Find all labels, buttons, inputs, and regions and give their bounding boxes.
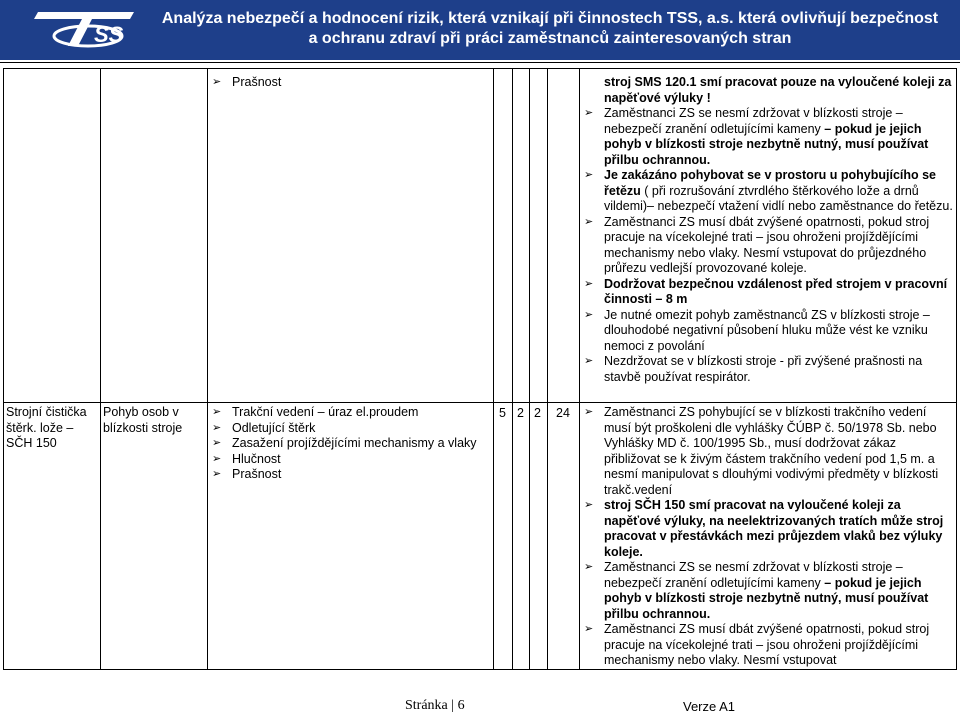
measure-text: Dodržovat bezpečnou vzdálenost před strojem v pracovní činnosti – 8 m (604, 276, 948, 306)
measure-text: Zaměstnanci ZS musí dbát zvýšené opatrnosti, pokud stroj pracuje na vícekolejné trati – jsou ohroženi projíždějícími mechanismy nebo vlaky. Nesmí vstupovat (604, 622, 930, 667)
hazard-text: Prašnost (232, 467, 282, 481)
measure-item (582, 277, 954, 308)
measure-text: ( při rozrušování ztvrdlého štěrkového lože a drnů vildemi)– nebezpečí vtažení vidlí nebo zaměstnance do řetězu. (604, 183, 953, 213)
hazard-text: Prašnost (232, 75, 282, 89)
measure-text: Je zakázáno pohybovat se v prostoru u pohybujícího se řetězu (604, 168, 937, 198)
arrow-bullet-icon: ➢ (212, 406, 222, 418)
measure-item (582, 215, 954, 277)
measure-item (582, 622, 954, 669)
hazard-item (210, 467, 490, 483)
col-border (529, 68, 530, 670)
document-header (0, 0, 960, 60)
row2-hazards (210, 405, 490, 483)
row2-machine: Strojní čistička štěrk. lože – SČH 150 (6, 405, 87, 450)
measure-text: Zaměstnanci ZS se nesmí zdržovat v blízkosti stroje – nebezpečí zranění odletujícími kameny (604, 560, 903, 590)
header-rule (0, 62, 960, 63)
tss-logo (30, 6, 140, 52)
row-border (3, 669, 957, 670)
measure-text: Zaměstnanci ZS musí dbát zvýšené opatrnosti, pokud stroj pracuje na vícekolejné trati – jsou ohroženi projíždějícími mechanismy nebo vlaky. Nesmí vstupovat do průjezdného průřezu vedlejší provozované koleje. (604, 214, 930, 275)
hazard-item (210, 452, 490, 468)
arrow-bullet-icon: ➢ (584, 406, 594, 418)
arrow-bullet-icon: ➢ (212, 76, 222, 88)
measure-item (582, 498, 954, 560)
measure-item (582, 308, 954, 355)
measure-item (582, 168, 954, 215)
measure-text: Zaměstnanci ZS pohybující se v blízkosti trakčního vedení musí být proškoleni dle vyhlášky ČÚBP č. 50/1978 Sb. nebo Vyhlášky MD č. 100/1995 Sb., musí dodržovat zákaz přibližovat se k živým částem trakčního vedení pod 1,5 m. a nesmí manipulovat s dlouhými vodivými předměty v blízkosti trakč.vedení (604, 405, 939, 497)
arrow-bullet-icon: ➢ (584, 215, 594, 228)
col-border (547, 68, 548, 670)
measure-item (582, 354, 954, 385)
arrow-bullet-icon: ➢ (584, 277, 594, 290)
measure-text: Je nutné omezit pohyb zaměstnanců ZS v blízkosti stroje – dlouhodobé negativní působení hluku může vést ke vzniku nemoci z povolání (604, 307, 930, 353)
hazard-item (210, 436, 490, 452)
score-probability: 5 (499, 406, 506, 420)
arrow-bullet-icon: ➢ (584, 561, 594, 573)
measure-text: – pokud je jejich pohyb v blízkosti stroje nezbytně nutný, musí používat přilbu ochrannou. (604, 121, 929, 167)
measure-text: – pokud je jejich pohyb v blízkosti stroje nezbytně nutný, musí používat přilbu ochrannou. (604, 575, 929, 621)
arrow-bullet-icon: ➢ (212, 437, 222, 449)
score-severity: 2 (517, 406, 524, 420)
arrow-bullet-icon: ➢ (584, 169, 594, 181)
arrow-bullet-icon: ➢ (584, 623, 594, 635)
hazard-text: Zasažení projíždějícími mechanismy a vlaky (232, 436, 477, 450)
col-border (493, 68, 494, 670)
col-border (956, 68, 957, 670)
header-title-line1: Analýza nebezpečí a hodnocení rizik, která vznikají při činnostech TSS, a.s. která ovlivňují bezpečnost (161, 10, 939, 27)
svg-text:SS: SS (94, 22, 124, 47)
row-border (3, 402, 957, 403)
arrow-bullet-icon: ➢ (212, 452, 222, 465)
hazard-text: Trakční vedení – úraz el.proudem (232, 405, 419, 419)
row2-measures (582, 405, 954, 669)
col-border (100, 68, 101, 670)
header-title-line2: a ochranu zdraví při práci zaměstnanců zainteresovaných stran (308, 30, 792, 47)
col-border (579, 68, 580, 670)
row1-hazards (210, 75, 490, 91)
arrow-bullet-icon: ➢ (584, 499, 594, 511)
score-risk: 24 (556, 406, 570, 420)
hazard-item (210, 75, 490, 91)
hazard-text: Odletující štěrk (232, 420, 316, 435)
score-exposure: 2 (534, 406, 541, 420)
measure-text: Nezdržovat se v blízkosti stroje - při zvýšené prašnosti na stavbě používat respirátor. (604, 354, 923, 384)
measure-item (582, 75, 954, 106)
version-label: Verze A1 (683, 699, 736, 714)
measure-item (582, 405, 954, 498)
hazard-item (210, 421, 490, 437)
col-border (512, 68, 513, 670)
arrow-bullet-icon: ➢ (212, 421, 222, 434)
measure-text: Zaměstnanci ZS se nesmí zdržovat v blízkosti stroje – nebezpečí zranění odletujícími kameny (604, 106, 903, 136)
measure-text: stroj SMS 120.1 smí pracovat pouze na vyloučené koleji za napěťové výluky ! (604, 75, 952, 105)
measure-item (582, 106, 954, 168)
col-border (207, 68, 208, 670)
measure-text: stroj SČH 150 smí pracovat na vyloučené koleji za napěťové výluky, na neelektrizovaných tratích může stroj pracovat v přestávkách mezi průjezdem vlaků bez výluky koleje. (604, 498, 944, 559)
hazard-item (210, 405, 490, 421)
arrow-bullet-icon: ➢ (212, 468, 222, 480)
arrow-bullet-icon: ➢ (584, 107, 594, 119)
hazard-text: Hlučnost (232, 451, 281, 466)
col-border (3, 68, 4, 670)
measure-item (582, 560, 954, 622)
row-border (3, 68, 957, 69)
row1-measures (582, 75, 954, 385)
arrow-bullet-icon: ➢ (584, 355, 594, 367)
page-number: Stránka | 6 (405, 698, 465, 713)
row2-activity: Pohyb osob v blízkosti stroje (103, 405, 183, 435)
arrow-bullet-icon: ➢ (584, 308, 594, 321)
